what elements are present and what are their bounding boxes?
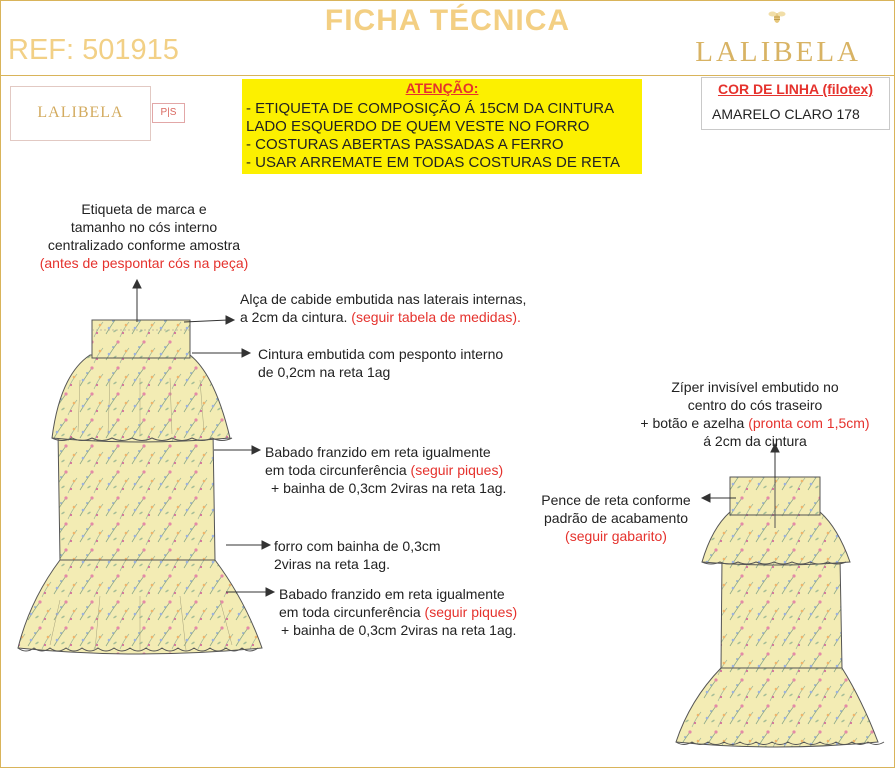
- note-line: forro com bainha de 0,3cm: [274, 538, 441, 554]
- brand-logo: LALIBELA: [695, 36, 861, 68]
- note-highlight: (seguir tabela de medidas).: [351, 309, 521, 325]
- attention-line: LADO ESQUERDO DE QUEM VESTE NO FORRO: [246, 118, 590, 135]
- note-line: padrão de acabamento: [544, 510, 688, 526]
- brand-label-note: [30, 200, 258, 272]
- note-line: tamanho no cós interno: [70, 219, 218, 235]
- back-skirt-drawing: [676, 477, 884, 747]
- note-highlight: (seguir piques): [410, 462, 504, 478]
- note-line: 2viras na reta 1ag.: [274, 556, 390, 572]
- attention-line: - ETIQUETA DE COMPOSIÇÃO Á 15CM DA CINTURA: [246, 100, 615, 117]
- note-highlight: (antes de pespontar cós na peça): [39, 255, 249, 271]
- note-line: Etiqueta de marca e: [81, 201, 207, 217]
- waistband-note: [258, 345, 503, 381]
- document-title: FICHA TÉCNICA: [324, 4, 571, 37]
- thread-color-title: COR DE LINHA (filotex): [717, 81, 874, 97]
- attention-line: - USAR ARREMATE EM TODAS COSTURAS DE RETA: [246, 154, 620, 171]
- ruffle-top-note: [265, 443, 506, 497]
- note-line: Alça de cabide embutida nas laterais internas,: [240, 291, 527, 307]
- note-line: Babado franzido em reta igualmente: [279, 586, 505, 602]
- attention-title: ATENÇÃO:: [405, 80, 479, 96]
- hanger-loop-note: [240, 290, 526, 326]
- note-line: em toda circunferência: [279, 604, 421, 620]
- ruffle-bottom-note: [279, 585, 517, 639]
- zipper-note: [610, 378, 895, 450]
- note-line: + bainha de 0,3cm 2viras na reta 1ag.: [281, 622, 517, 638]
- note-line: a 2cm da cintura.: [240, 309, 348, 325]
- note-line: centralizado conforme amostra: [47, 237, 241, 253]
- front-skirt-drawing: [18, 320, 262, 654]
- label-brand-text: LALIBELA: [37, 104, 124, 121]
- lining-note: [274, 537, 441, 573]
- reference-code: REF: 501915: [8, 34, 179, 66]
- note-line: de 0,2cm na reta 1ag: [258, 364, 391, 380]
- note-highlight: (pronta com 1,5cm): [748, 415, 870, 431]
- note-highlight: (seguir gabarito): [565, 528, 667, 544]
- note-line: + bainha de 0,3cm 2viras na reta 1ag.: [271, 480, 507, 496]
- note-line: Babado franzido em reta igualmente: [265, 444, 491, 460]
- note-line: Pence de reta conforme: [541, 492, 691, 508]
- thread-color-value: AMARELO CLARO 178: [712, 106, 860, 122]
- note-line: em toda circunferência: [265, 462, 407, 478]
- note-line: á 2cm da cintura: [703, 433, 807, 449]
- note-line: centro do cós traseiro: [687, 397, 823, 413]
- size-tag: P|S: [152, 103, 185, 123]
- attention-line: - COSTURAS ABERTAS PASSADAS A FERRO: [246, 136, 564, 153]
- note-highlight: (seguir piques): [424, 604, 518, 620]
- note-line: Zíper invisível embutido no: [671, 379, 839, 395]
- note-line: Cintura embutida com pesponto interno: [258, 346, 504, 362]
- note-line: + botão e azelha: [640, 415, 745, 431]
- dart-note: [530, 491, 702, 545]
